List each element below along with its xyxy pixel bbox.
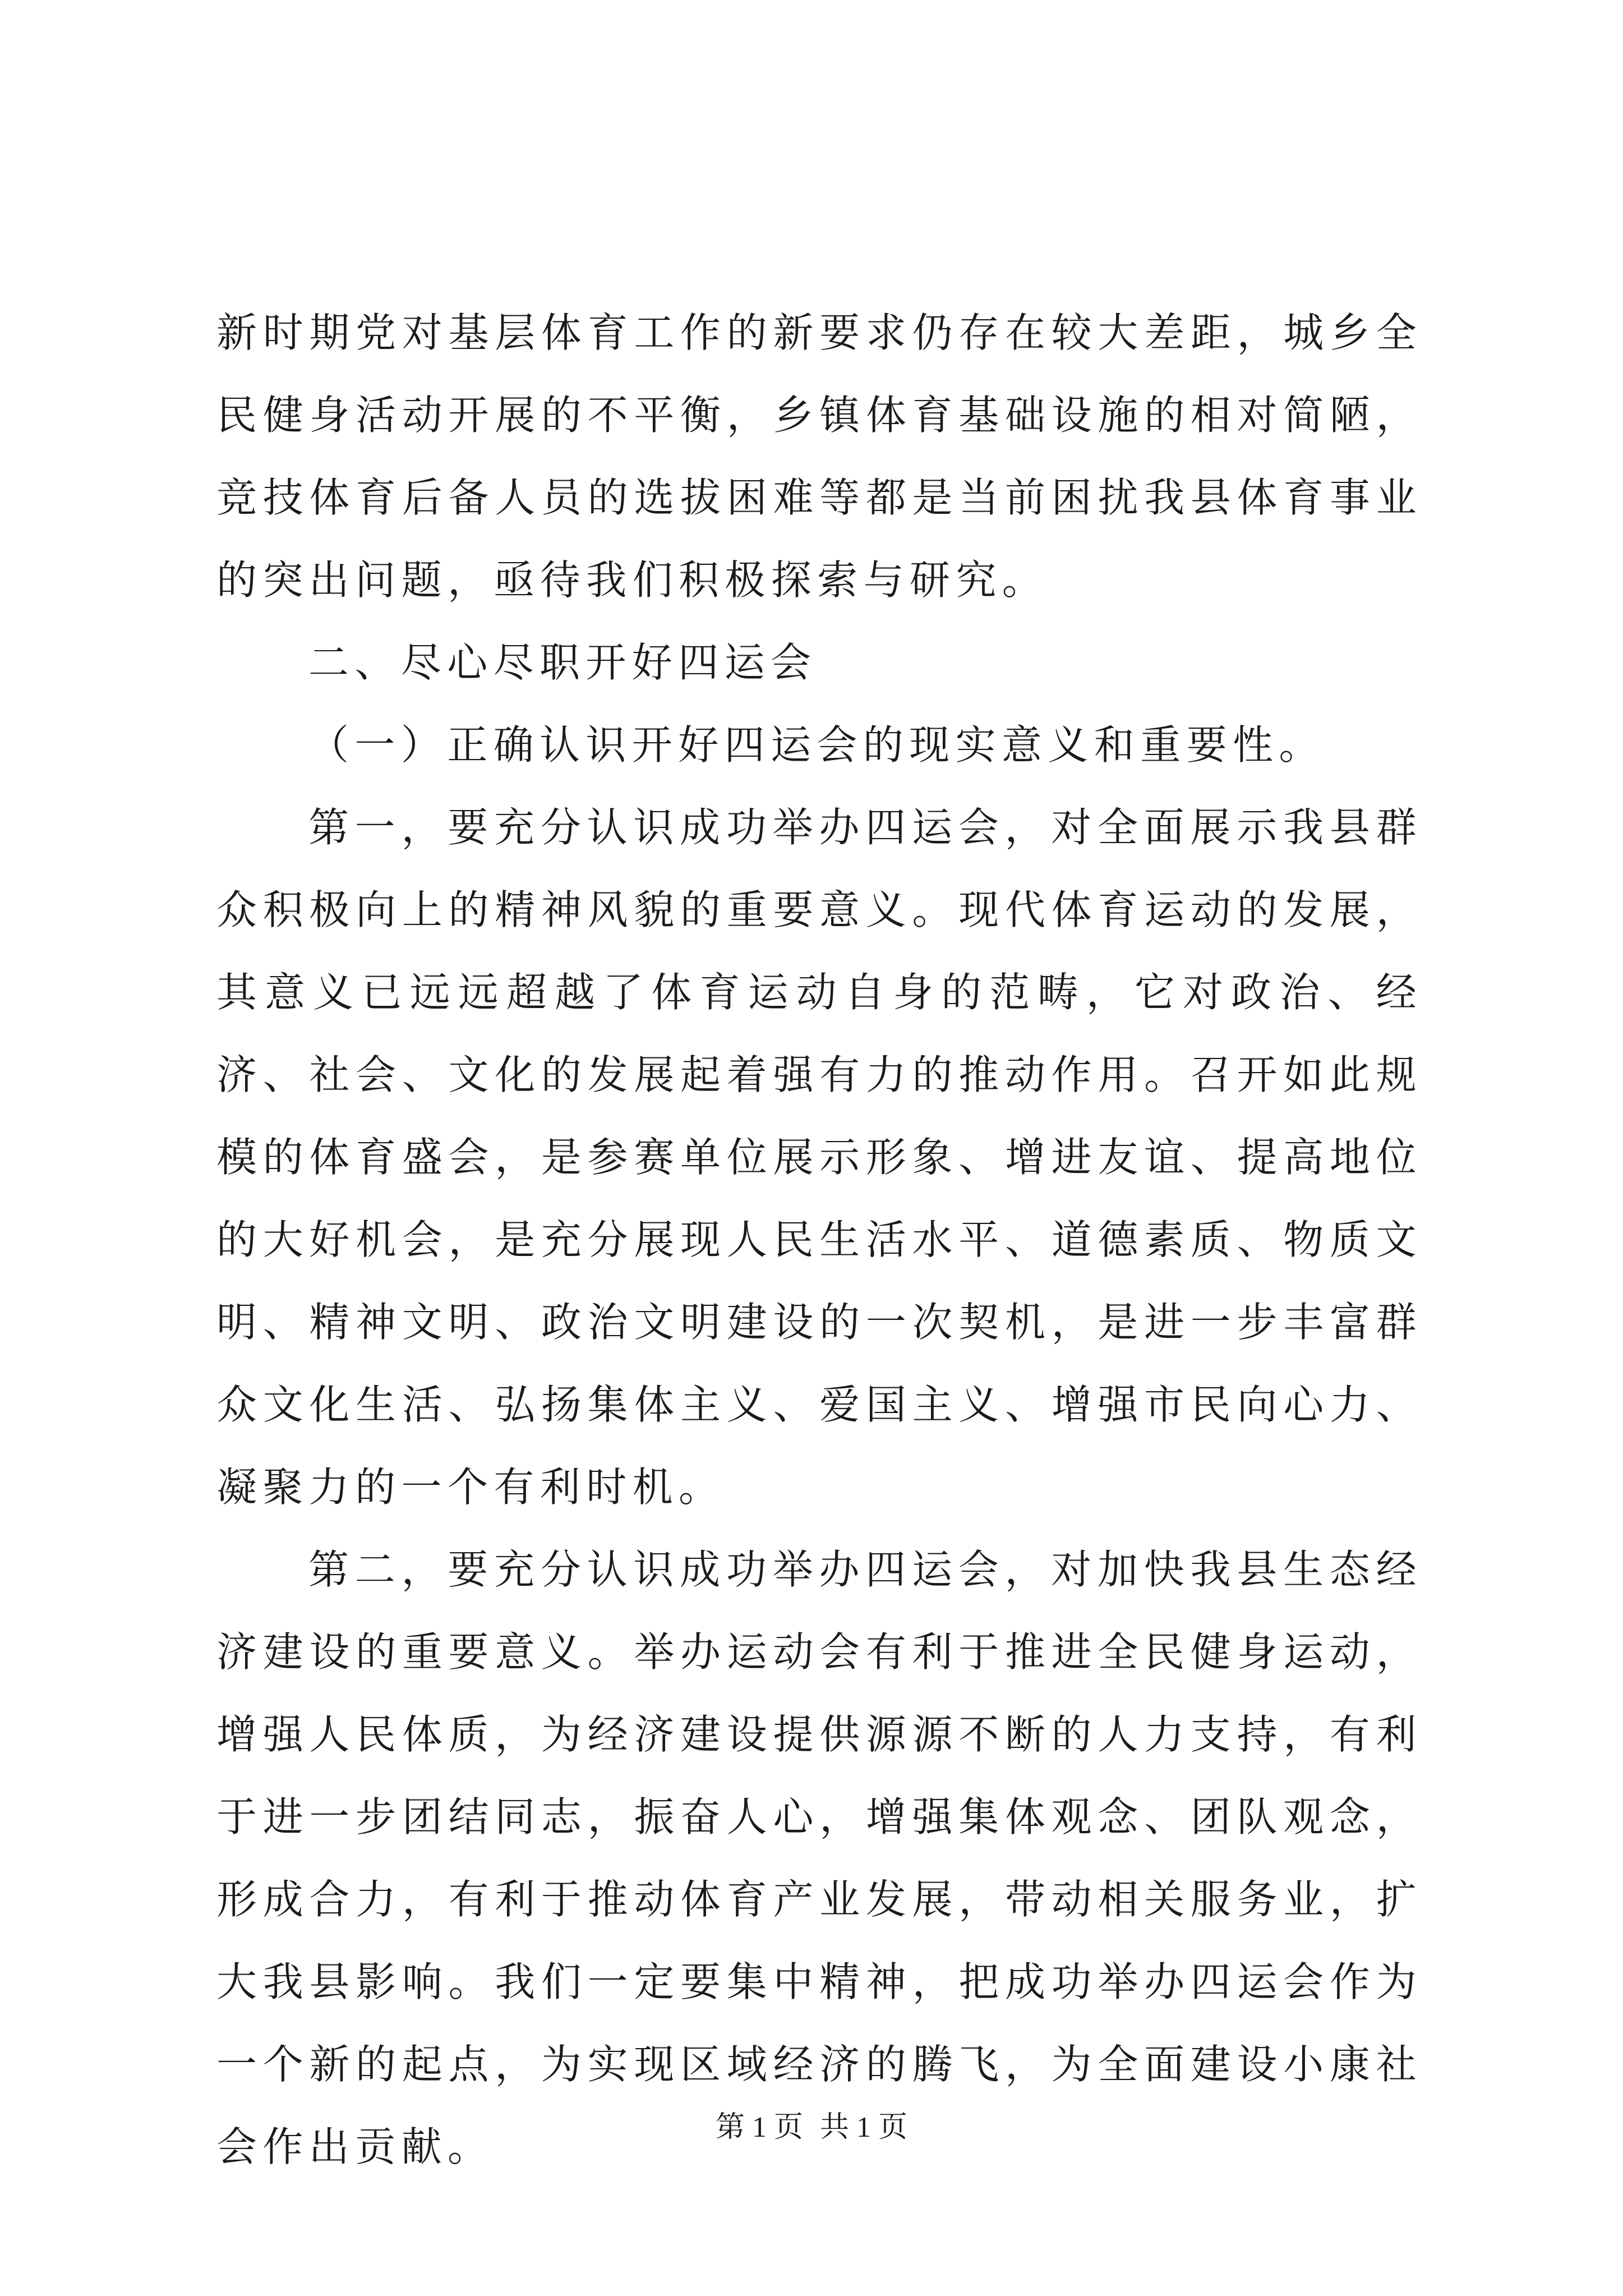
paragraph-continuation: 新时期党对基层体育工作的新要求仍存在较大差距，城乡全民健身活动开展的不平衡，乡镇体育基础设施的相对简陋，竞技体育后备人员的选拔困难等都是当前困扰我县体育事业的突出问题，亟待我们积极探索与研究。 — [216, 309, 1422, 604]
page-footer — [0, 2111, 1623, 2145]
section-heading: 二、尽心尽职开好四运会 — [308, 639, 817, 686]
paragraph-second-point: 第二，要充分认识成功举办四运会，对加快我县生态经济建设的重要意义。举办运动会有利于推进全民健身运动，增强人民体质，为经济建设提供源源不断的人力支持，有利于进一步团结同志，振奋人心，增强集体观念、团队观念，形成合力，有利于推动体育产业发展，带动相关服务业，扩大我县影响。我们一定要集中精神，把成功举办四运会作为一个新的起点，为实现区域经济的腾飞，为全面建设小康社会作出贡献。 — [216, 1546, 1422, 2170]
page-number-current: 第 1 页 — [715, 2111, 803, 2143]
page-number-total: 共 1 页 — [820, 2111, 908, 2143]
document-body — [216, 292, 1422, 2188]
paragraph-first-point: 第一，要充分认识成功举办四运会，对全面展示我县群众积极向上的精神风貌的重要意义。现代体育运动的发展，其意义已远远超越了体育运动自身的范畴，它对政治、经济、社会、文化的发展起着强有力的推动作用。召开如此规模的体育盛会，是参赛单位展示形象、增进友谊、提高地位的大好机会，是充分展现人民生活水平、道德素质、物质文明、精神文明、政治文明建设的一次契机，是进一步丰富群众文化生活、弘扬集体主义、爱国主义、增强市民向心力、凝聚力的一个有利时机。 — [216, 804, 1422, 1511]
subsection-heading: （一）正确认识开好四运会的现实意义和重要性。 — [308, 721, 1325, 769]
